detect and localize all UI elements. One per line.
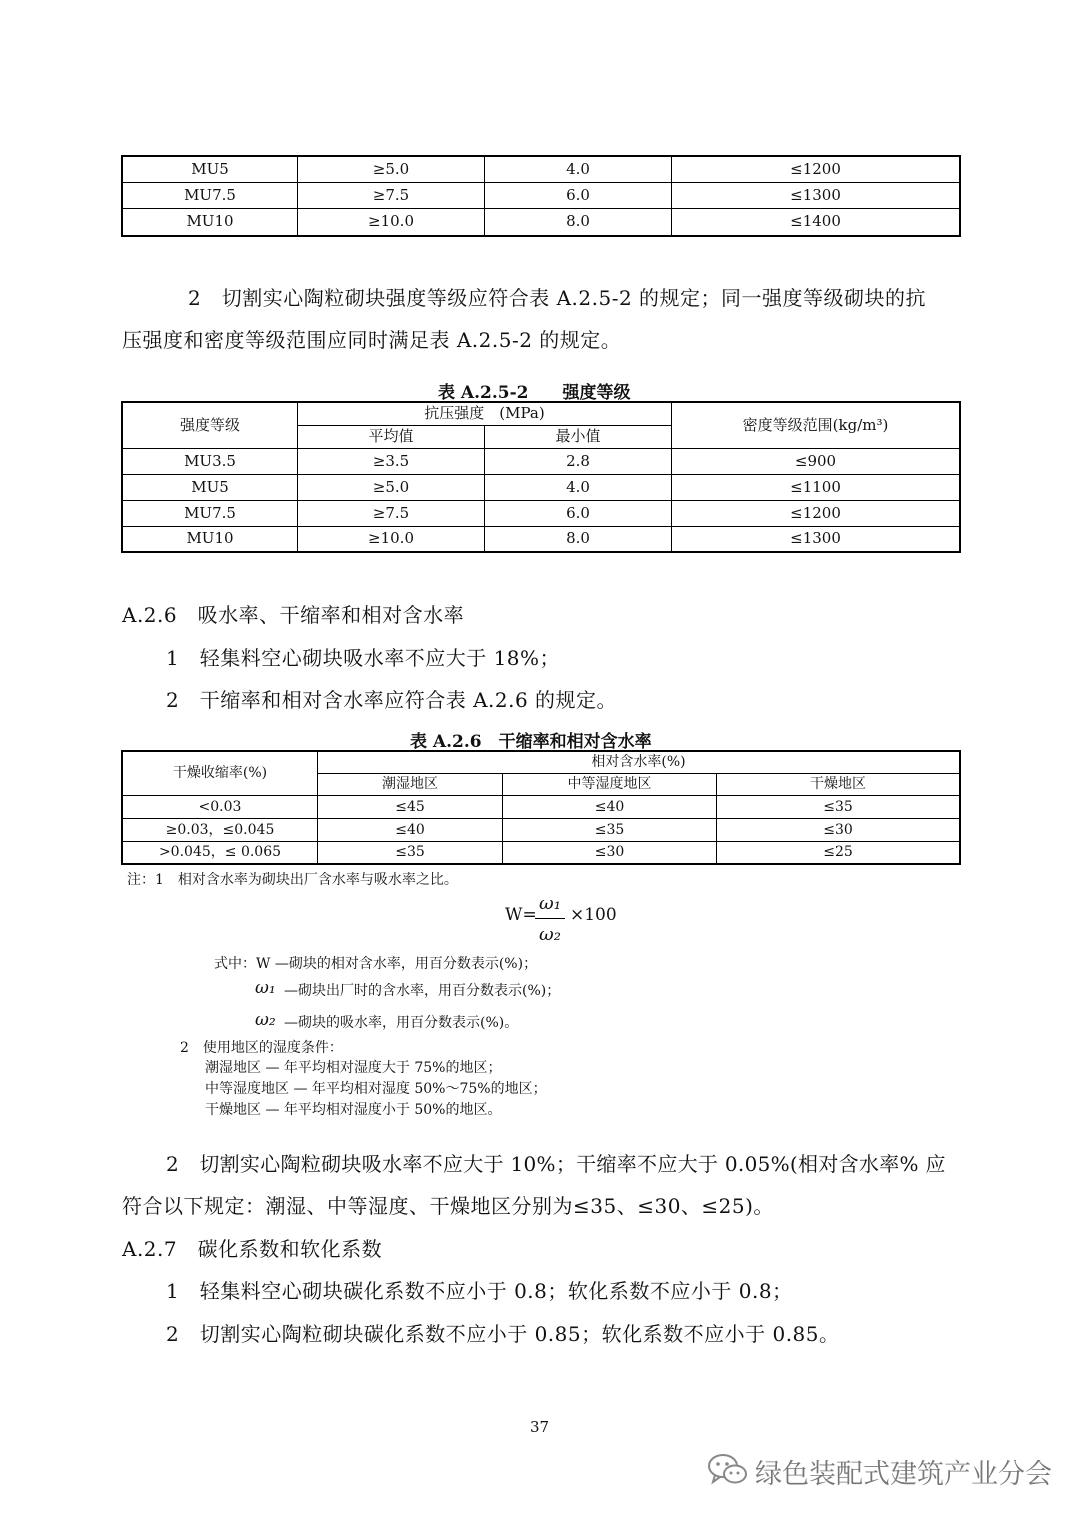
table-cell: ≥5.0 bbox=[298, 156, 485, 182]
header-rel: 相对含水率(%) bbox=[318, 751, 961, 773]
table-header-row bbox=[122, 751, 960, 773]
list-item: 1 轻集料空心砌块吸水率不应大于 18%； bbox=[166, 646, 561, 670]
omega2-symbol: ω₂ bbox=[255, 1010, 276, 1030]
header-wet: 潮湿地区 bbox=[318, 773, 503, 795]
note-where-w1: —砌块出厂时的含水率，用百分数表示(%)； bbox=[284, 983, 561, 999]
table-cell: <0.03 bbox=[122, 795, 318, 818]
note-2: 2 使用地区的湿度条件： bbox=[180, 1040, 343, 1056]
header-grade: 强度等级 bbox=[122, 402, 298, 448]
table-cell: ≤35 bbox=[717, 795, 961, 818]
table-cell: ≥10.0 bbox=[298, 526, 485, 552]
table-row bbox=[122, 448, 960, 474]
table-header-row bbox=[122, 402, 960, 425]
note-1: 注：1 相对含水率为砌块出厂含水率与吸水率之比。 bbox=[127, 872, 458, 888]
table-row bbox=[122, 182, 960, 208]
paragraph-line: 2 切割实心陶粒砌块强度等级应符合表 A.2.5-2 的规定；同一强度等级砌块的抗 bbox=[188, 286, 927, 310]
table-top bbox=[121, 155, 961, 237]
formula-numerator: ω₁ bbox=[539, 893, 561, 914]
table-cell: ≤1200 bbox=[672, 500, 961, 526]
table-cell: MU7.5 bbox=[122, 182, 298, 208]
table-cell: MU7.5 bbox=[122, 500, 298, 526]
table-row bbox=[122, 818, 960, 841]
table-cell: ≤40 bbox=[318, 818, 503, 841]
wechat-icon bbox=[706, 1450, 750, 1494]
table-cell: 8.0 bbox=[485, 208, 672, 236]
table-cell: ≤45 bbox=[318, 795, 503, 818]
table-cell: 4.0 bbox=[485, 156, 672, 182]
table-cell: MU5 bbox=[122, 474, 298, 500]
table-cell: ≤40 bbox=[503, 795, 717, 818]
table-cell: ≥10.0 bbox=[298, 208, 485, 236]
list-item: 2 干缩率和相对含水率应符合表 A.2.6 的规定。 bbox=[166, 688, 618, 712]
section-heading: A.2.7 碳化系数和软化系数 bbox=[122, 1237, 383, 1261]
header-mid: 中等湿度地区 bbox=[503, 773, 717, 795]
header-dry: 干燥地区 bbox=[717, 773, 961, 795]
table-strength-grade bbox=[121, 401, 961, 553]
table-row bbox=[122, 841, 960, 864]
table-caption: 表 A.2.6 干缩率和相对含水率 bbox=[410, 732, 652, 752]
header-density: 密度等级范围(kg/m³) bbox=[672, 402, 961, 448]
table-cell: ≤35 bbox=[318, 841, 503, 864]
formula-lhs: W= bbox=[505, 905, 537, 925]
table-cell: ≤1300 bbox=[672, 526, 961, 552]
table-cell: ≥7.5 bbox=[298, 182, 485, 208]
watermark-text: 绿色装配式建筑产业分会 bbox=[755, 1459, 1052, 1490]
list-item: 2 切割实心陶粒砌块碳化系数不应小于 0.85；软化系数不应小于 0.85。 bbox=[166, 1322, 840, 1346]
table-row bbox=[122, 474, 960, 500]
formula-denominator: ω₂ bbox=[539, 924, 561, 945]
table-cell: MU5 bbox=[122, 156, 298, 182]
table-cell: 6.0 bbox=[485, 182, 672, 208]
section-heading: A.2.6 吸水率、干缩率和相对含水率 bbox=[122, 603, 465, 627]
fraction-bar bbox=[535, 918, 565, 919]
paragraph-line: 2 切割实心陶粒砌块吸水率不应大于 10%；干缩率不应大于 0.05%(相对含水率% 应 bbox=[166, 1152, 946, 1176]
table-cell: ≤1400 bbox=[672, 208, 961, 236]
table-cell: ≤900 bbox=[672, 448, 961, 474]
formula-rhs: ×100 bbox=[570, 905, 617, 925]
table-cell: 6.0 bbox=[485, 500, 672, 526]
omega1-symbol: ω₁ bbox=[255, 978, 276, 998]
table-row bbox=[122, 208, 960, 236]
table-cell: ≤25 bbox=[717, 841, 961, 864]
table-cell: ≤35 bbox=[503, 818, 717, 841]
note-where-w2: —砌块的吸水率，用百分数表示(%)。 bbox=[284, 1015, 519, 1031]
table-row bbox=[122, 795, 960, 818]
header-avg: 平均值 bbox=[298, 425, 485, 448]
page-number: 37 bbox=[530, 1418, 550, 1436]
table-cell: 4.0 bbox=[485, 474, 672, 500]
header-shrink: 干燥收缩率(%) bbox=[122, 751, 318, 795]
paragraph-line: 符合以下规定：潮湿、中等湿度、干燥地区分别为≤35、≤30、≤25)。 bbox=[122, 1194, 774, 1218]
table-cell: ≤30 bbox=[503, 841, 717, 864]
table-cell: ≥3.5 bbox=[298, 448, 485, 474]
paragraph-line: 压强度和密度等级范围应同时满足表 A.2.5-2 的规定。 bbox=[122, 328, 622, 352]
table-row bbox=[122, 526, 960, 552]
header-strength: 抗压强度 (MPa) bbox=[298, 402, 672, 425]
note-where-w: 式中：W —砌块的相对含水率，用百分数表示(%)； bbox=[214, 956, 538, 972]
table-cell: ≤30 bbox=[717, 818, 961, 841]
table-cell: MU10 bbox=[122, 526, 298, 552]
note-2a: 潮湿地区 — 年平均相对湿度大于 75%的地区； bbox=[205, 1060, 502, 1076]
table-cell: ≤1100 bbox=[672, 474, 961, 500]
list-item: 1 轻集料空心砌块碳化系数不应小于 0.8；软化系数不应小于 0.8； bbox=[166, 1279, 793, 1303]
note-2b: 中等湿度地区 — 年平均相对湿度 50%～75%的地区； bbox=[205, 1081, 547, 1097]
table-cell: ≥5.0 bbox=[298, 474, 485, 500]
table-moisture bbox=[121, 750, 961, 865]
table-row bbox=[122, 500, 960, 526]
table-caption: 表 A.2.5-2 强度等级 bbox=[438, 383, 631, 403]
table-cell: MU10 bbox=[122, 208, 298, 236]
table-cell: ≥7.5 bbox=[298, 500, 485, 526]
table-cell: MU3.5 bbox=[122, 448, 298, 474]
table-cell: 2.8 bbox=[485, 448, 672, 474]
table-cell: ≥0.03，≤0.045 bbox=[122, 818, 318, 841]
header-min: 最小值 bbox=[485, 425, 672, 448]
table-row bbox=[122, 156, 960, 182]
note-2c: 干燥地区 — 年平均相对湿度小于 50%的地区。 bbox=[205, 1102, 502, 1118]
table-cell: 8.0 bbox=[485, 526, 672, 552]
table-cell: >0.045，≤ 0.065 bbox=[122, 841, 318, 864]
table-cell: ≤1300 bbox=[672, 182, 961, 208]
table-cell: ≤1200 bbox=[672, 156, 961, 182]
